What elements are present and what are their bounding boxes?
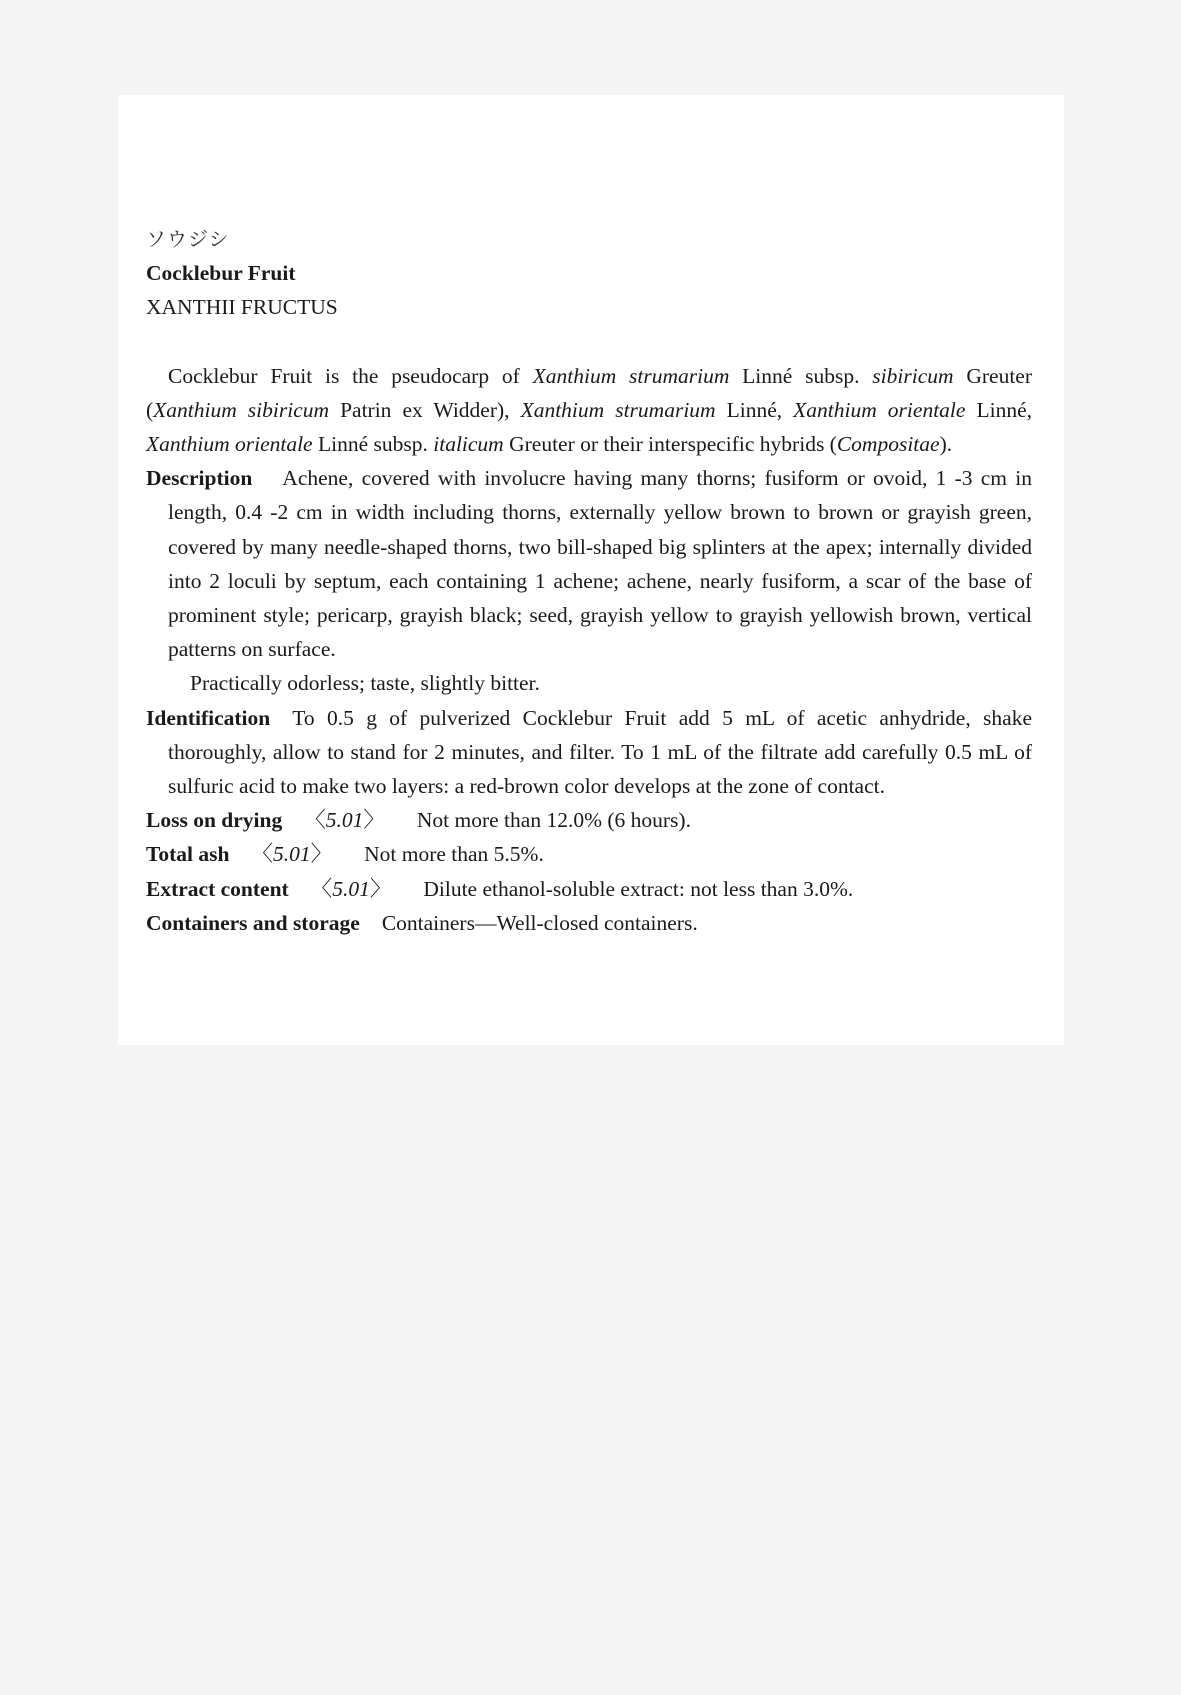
odor-taste-text: Practically odorless; taste, slightly bitter.: [190, 671, 540, 696]
containers-text: Containers—Well-closed containers.: [381, 910, 698, 935]
species-name: Xanthium orientale: [793, 397, 966, 422]
loss-on-drying-text: Not more than 12.0% (6 hours).: [416, 808, 691, 833]
origin-paragraph: [146, 359, 1032, 462]
description-text: Achene, covered with involucre having many thorns; fusiform or ovoid, 1 -3 cm in length, 0.4 -2 cm in width including thorns, externally yellow brown to brown or grayish green, covered by many needle-shaped thorns, two bill-shaped big splinters at the apex; internally divided into 2 loculi by septum, each containing 1 achene; achene, nearly fusiform, a scar of the base of prominent style; pericarp, grayish black; seed, grayish yellow to grayish yellowish brown, vertical patterns on surface.: [168, 466, 1032, 662]
species-name: Xanthium strumarium: [532, 363, 730, 388]
method-reference: 〈5.01〉: [251, 842, 333, 867]
identification-heading: Identification: [146, 705, 271, 730]
containers-heading: Containers and storage: [146, 910, 360, 935]
origin-text: Greuter (: [146, 363, 1032, 422]
method-reference-number: 5.01: [332, 876, 370, 901]
origin-text: Cocklebur Fruit is the pseudocarp of: [168, 363, 533, 388]
origin-text: Linné subsp.: [729, 363, 873, 388]
document-page: [118, 95, 1064, 1045]
total-ash-text: Not more than 5.5%.: [364, 842, 544, 867]
origin-text: Linné,: [965, 397, 1032, 422]
identification-section: [146, 701, 1032, 804]
species-name: Xanthium orientale: [146, 432, 313, 457]
subspecies-name: sibiricum: [872, 363, 954, 388]
english-name: Cocklebur Fruit: [146, 261, 296, 286]
japanese-name: ソウジシ: [146, 227, 230, 251]
monograph: [146, 222, 1032, 940]
species-name: Xanthium sibiricum: [153, 397, 330, 422]
extract-content-section: [146, 872, 1032, 906]
total-ash-heading: Total ash: [146, 842, 230, 867]
origin-text: ).: [939, 432, 953, 457]
extract-content-text: Dilute ethanol-soluble extract: not less than 3.0%.: [423, 876, 854, 901]
subspecies-name: italicum: [433, 432, 504, 457]
origin-text: Linné subsp.: [312, 432, 434, 457]
description-section: [146, 461, 1032, 700]
method-reference-number: 5.01: [325, 808, 364, 833]
origin-text: Linné,: [715, 397, 794, 422]
extract-content-heading: Extract content: [146, 876, 289, 901]
loss-on-drying-heading: Loss on drying: [146, 808, 283, 833]
containers-section: [146, 906, 1032, 940]
identification-text: To 0.5 g of pulverized Cocklebur Fruit add 5 mL of acetic anhydride, shake thoroughly, allow to stand for 2 minutes, and filter. To 1 mL of the filtrate add carefully 0.5 mL of sulfuric acid to make two layers: a red-brown color develops at the zone of contact.: [168, 705, 1032, 799]
method-reference: 〈5.01〉: [310, 876, 392, 901]
loss-on-drying-section: [146, 803, 1032, 837]
origin-text: Patrin ex Widder),: [329, 397, 521, 422]
method-reference: 〈5.01〉: [304, 808, 385, 833]
total-ash-section: [146, 837, 1032, 871]
latin-name: XANTHII FRUCTUS: [146, 295, 338, 320]
method-reference-number: 5.01: [272, 842, 311, 867]
species-name: Xanthium strumarium: [520, 397, 716, 422]
description-heading: Description: [146, 466, 253, 491]
family-name: Compositae: [836, 432, 940, 457]
origin-text: Greuter or their interspecific hybrids (: [503, 432, 837, 457]
